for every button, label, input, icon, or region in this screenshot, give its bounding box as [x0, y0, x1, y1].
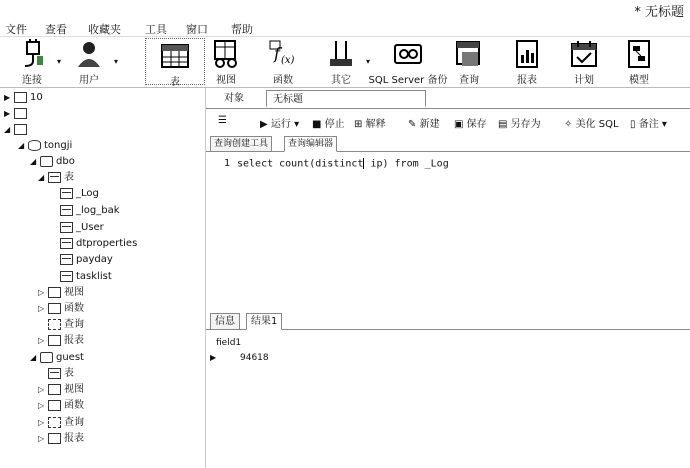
reports-folder-icon	[48, 433, 61, 444]
user-button[interactable]	[60, 37, 118, 86]
tree-views-dbo[interactable]: ▷ 视图	[38, 287, 84, 298]
report-button[interactable]	[498, 37, 556, 86]
query-icon	[454, 39, 484, 69]
tree-server-2[interactable]	[4, 106, 30, 121]
schedule-button[interactable]	[555, 37, 613, 86]
comment-button[interactable]: ▯ 备注 ▾	[630, 119, 667, 130]
queries-folder-icon	[48, 319, 61, 330]
tree-table-item[interactable]: _log_bak	[60, 203, 120, 218]
expand-icon[interactable]: ▶	[4, 93, 11, 102]
tab-info[interactable]: 信息	[210, 313, 240, 330]
expand-icon[interactable]: ▷	[38, 418, 45, 427]
table-icon	[60, 254, 73, 265]
view-button[interactable]	[197, 37, 255, 86]
new-icon: ✎	[408, 119, 417, 130]
sql-editor[interactable]	[206, 152, 690, 312]
reports-folder-icon	[48, 335, 61, 346]
save-icon: ▣	[454, 119, 464, 130]
table-icon	[160, 41, 190, 71]
report-icon	[512, 39, 542, 69]
expand-icon[interactable]: ▷	[38, 304, 45, 313]
report-label: 报表	[517, 75, 537, 86]
stop-button[interactable]: ■ 停止	[312, 119, 345, 130]
beautify-icon: ✧	[564, 119, 573, 130]
tree-tables-dbo[interactable]: ◢ 表	[38, 172, 74, 183]
functions-folder-icon	[48, 303, 61, 314]
query-subtabs	[206, 135, 690, 152]
object-tree	[0, 88, 206, 468]
menu-bar	[0, 20, 690, 37]
schema-icon	[40, 156, 53, 167]
tree-table-item[interactable]: _User	[60, 220, 104, 235]
tree-reports-guest[interactable]: ▷ 报表	[38, 433, 84, 444]
tab-query-builder[interactable]: 查询创建工具	[210, 136, 272, 152]
views-folder-icon	[48, 384, 61, 395]
tab-objects[interactable]: 对象	[224, 93, 244, 104]
queries-folder-icon	[48, 417, 61, 428]
tree-tables-guest[interactable]: 表	[48, 366, 74, 381]
functions-folder-icon	[48, 400, 61, 411]
tree-views-guest[interactable]: ▷ 视图	[38, 384, 84, 395]
result-cell-value[interactable]: 94618	[240, 353, 269, 363]
explain-button[interactable]: ⊞ 解释	[354, 119, 386, 130]
other-label: 其它	[331, 75, 351, 86]
row-pointer-icon: ▶	[210, 353, 217, 362]
backup-icon	[393, 39, 423, 69]
tree-schema-guest[interactable]: ◢ guest	[30, 352, 84, 363]
menu-icon[interactable]: ☰	[218, 115, 227, 126]
user-label: 用户	[79, 75, 99, 86]
explain-icon: ⊞	[354, 119, 363, 130]
connect-dropdown-icon[interactable]: ▾	[56, 57, 61, 66]
window-title: * 无标题	[634, 5, 684, 20]
connect-button[interactable]	[3, 37, 61, 86]
tree-table-item[interactable]: dtproperties	[60, 236, 137, 251]
tree-table-item[interactable]: _Log	[60, 186, 99, 201]
tree-functions-dbo[interactable]: ▷ 函数	[38, 303, 84, 314]
run-button[interactable]: ▶ 运行 ▾	[260, 119, 300, 130]
menu-file[interactable]: 文件	[5, 23, 27, 36]
function-button[interactable]	[254, 37, 312, 86]
query-toolbar	[206, 113, 690, 131]
expand-icon[interactable]: ▷	[38, 385, 45, 394]
plug-icon	[17, 39, 47, 69]
tree-database-tongji[interactable]: ◢ tongji	[18, 140, 73, 151]
table-label: 表	[170, 77, 180, 88]
expand-icon[interactable]: ▷	[38, 288, 45, 297]
document-tabs	[206, 88, 690, 109]
comment-icon: ▯	[630, 119, 636, 130]
save-as-button[interactable]: ▤ 另存为	[498, 119, 541, 130]
views-folder-icon	[48, 287, 61, 298]
menu-help[interactable]: 帮助	[231, 23, 253, 36]
new-button[interactable]: ✎ 新建	[408, 119, 440, 130]
query-button[interactable]	[440, 37, 498, 86]
schedule-label: 计划	[574, 75, 594, 86]
table-button[interactable]	[145, 38, 205, 88]
other-dropdown-icon[interactable]: ▾	[365, 57, 370, 66]
tree-queries-dbo[interactable]: 查询	[48, 317, 84, 332]
table-icon	[60, 238, 73, 249]
tab-query-label: 无标题	[273, 94, 303, 105]
collapse-icon[interactable]: ◢	[30, 353, 37, 362]
tab-query-editor[interactable]: 查询编辑器	[284, 136, 337, 152]
view-icon	[211, 39, 241, 69]
tree-reports-dbo[interactable]: ▷ 报表	[38, 335, 84, 346]
collapse-icon[interactable]: ◢	[4, 125, 11, 134]
server-icon	[14, 108, 27, 119]
expand-icon[interactable]: ▷	[38, 434, 45, 443]
tree-server-3[interactable]	[4, 122, 30, 137]
sql-code	[237, 158, 449, 170]
tree-schema-dbo[interactable]: ◢ dbo	[30, 156, 75, 167]
expand-icon[interactable]: ▷	[38, 401, 45, 410]
other-button[interactable]	[312, 37, 370, 86]
database-icon	[28, 140, 41, 151]
query-label: 查询	[459, 75, 479, 86]
stop-icon: ■	[312, 119, 322, 130]
tab-result-1[interactable]: 结果1	[246, 313, 282, 330]
beautify-sql-button[interactable]: ✧ 美化 SQL	[564, 119, 619, 130]
tools-icon	[326, 39, 356, 69]
tree-table-item[interactable]: payday	[60, 252, 113, 267]
tree-table-item[interactable]: tasklist	[60, 269, 112, 284]
model-icon	[624, 39, 654, 69]
tree-functions-guest[interactable]: ▷ 函数	[38, 400, 84, 411]
connect-label: 连接	[22, 75, 42, 86]
title-bar	[0, 0, 690, 20]
schedule-icon	[569, 39, 599, 69]
table-icon	[60, 188, 73, 199]
menu-tools[interactable]: 工具	[145, 23, 167, 36]
sql-code-after-cursor: ip) from _Log	[364, 158, 449, 170]
function-label: 函数	[273, 75, 293, 86]
user-dropdown-icon[interactable]: ▾	[113, 57, 118, 66]
tables-folder-icon	[48, 368, 61, 379]
save-button[interactable]: ▣ 保存	[454, 119, 487, 130]
svg-text:(x): (x)	[281, 55, 295, 66]
model-button[interactable]	[610, 37, 668, 86]
table-icon	[60, 205, 73, 216]
sql-code-before-cursor: select count(distinct	[237, 158, 364, 170]
tab-query[interactable]	[266, 90, 426, 107]
main-toolbar	[0, 37, 690, 88]
table-icon	[60, 222, 73, 233]
main-panel	[206, 88, 690, 468]
save-as-icon: ▤	[498, 119, 508, 130]
tree-server-1[interactable]: ▶ 10	[4, 92, 43, 103]
expand-icon[interactable]: ▷	[38, 336, 45, 345]
server-icon	[14, 124, 27, 135]
menu-favorites[interactable]: 收藏夹	[88, 23, 121, 36]
collapse-icon[interactable]: ◢	[18, 141, 25, 150]
result-tabs	[206, 313, 690, 330]
run-icon: ▶	[260, 119, 268, 130]
column-header-field1[interactable]: field1	[216, 338, 242, 348]
tables-folder-icon	[48, 172, 61, 183]
sql-server-backup-label: SQL Server 备份	[368, 75, 448, 86]
table-icon	[60, 271, 73, 282]
tree-queries-guest[interactable]: ▷ 查询	[38, 417, 84, 428]
model-label: 模型	[629, 75, 649, 86]
sql-server-backup-button[interactable]	[365, 37, 448, 86]
svg-text:f: f	[274, 44, 280, 63]
line-number: 1	[224, 158, 231, 169]
schema-icon	[40, 352, 53, 363]
server-icon	[14, 92, 27, 103]
menu-window[interactable]: 窗口	[186, 23, 208, 36]
result-grid	[206, 336, 690, 376]
collapse-icon[interactable]: ◢	[38, 173, 45, 182]
expand-icon[interactable]: ▶	[4, 109, 11, 118]
user-icon	[74, 39, 104, 69]
view-label: 视图	[216, 75, 236, 86]
menu-view[interactable]: 查看	[45, 23, 67, 36]
collapse-icon[interactable]: ◢	[30, 157, 37, 166]
function-icon	[268, 39, 298, 69]
